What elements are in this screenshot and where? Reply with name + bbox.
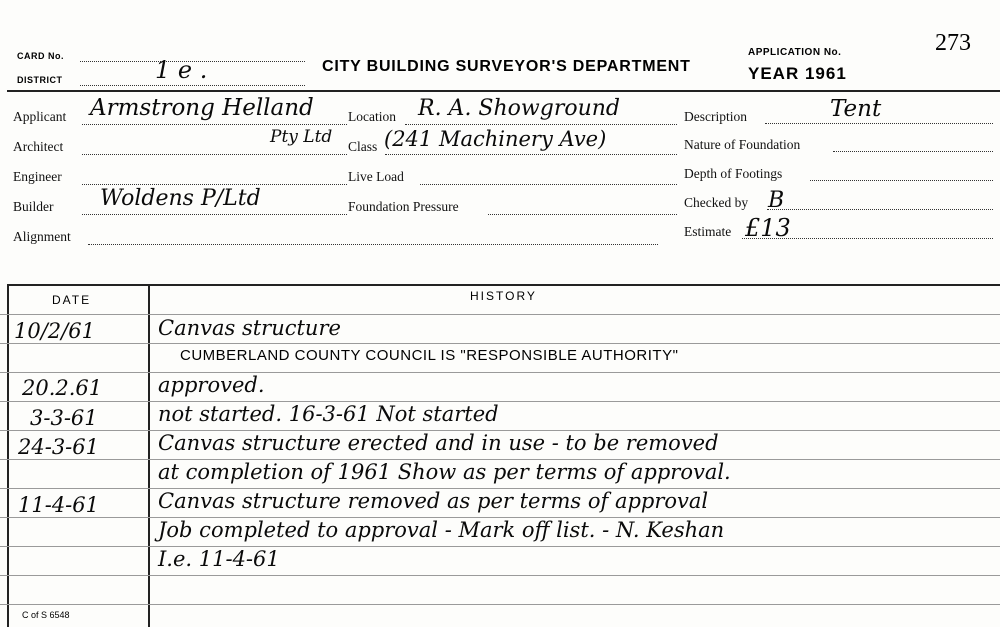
applicant-value: Armstrong Helland — [90, 95, 314, 121]
history-entry: Canvas structure removed as per terms of approval — [158, 489, 709, 513]
builder-line — [82, 214, 347, 215]
district-line — [80, 85, 305, 86]
history-date: 24-3-61 — [18, 435, 99, 459]
depth-line — [810, 180, 993, 181]
description-line — [765, 123, 993, 124]
estimate-label: Estimate — [684, 224, 732, 239]
date-header: DATE — [52, 293, 92, 307]
history-entry: at completion of 1961 Show as per terms of approval. — [158, 460, 731, 484]
history-date: 20.2.61 — [22, 376, 103, 400]
history-date: 3-3-61 — [30, 406, 98, 430]
district-value: 1 e . — [155, 56, 208, 84]
builder-label: Builder — [13, 199, 54, 214]
history-rule — [0, 372, 1000, 373]
history-date: 10/2/61 — [14, 319, 95, 343]
history-entry: I.e. 11-4-61 — [158, 547, 280, 571]
header-rule — [7, 90, 1000, 92]
class-line — [385, 154, 677, 155]
foundation-pressure-line — [488, 214, 677, 215]
card-no-label: CARD No. — [17, 51, 64, 61]
description-label: Description — [684, 109, 747, 124]
history-rule — [0, 401, 1000, 402]
depth-of-footings-label: Depth of Footings — [684, 166, 783, 181]
history-rule — [0, 314, 1000, 315]
history-entry: Job completed to approval - Mark off list. - N. Keshan — [158, 518, 725, 542]
live-load-line — [420, 184, 677, 185]
nature-of-foundation-label: Nature of Foundation — [684, 137, 801, 152]
location-label: Location — [348, 109, 396, 124]
form-code: C of S 6548 — [22, 610, 70, 620]
description-value: Tent — [830, 96, 882, 122]
builder-value: Woldens P/Ltd — [100, 186, 261, 211]
checked-by-label: Checked by — [684, 195, 749, 210]
history-rule — [0, 546, 1000, 547]
estimate-value: £13 — [745, 214, 791, 242]
history-entry: Canvas structure erected and in use - to be removed — [158, 431, 719, 455]
history-top-rule — [7, 284, 1000, 286]
department-title: CITY BUILDING SURVEYOR'S DEPARTMENT — [322, 58, 691, 75]
alignment-label: Alignment — [13, 229, 71, 244]
checked-line — [767, 209, 993, 210]
foundation-pressure-label: Foundation Pressure — [348, 199, 459, 214]
engineer-line — [82, 184, 347, 185]
application-number: 273 — [935, 30, 971, 56]
location-value: R. A. Showground — [418, 96, 621, 121]
history-header: HISTORY — [470, 289, 537, 303]
live-load-label: Live Load — [348, 169, 404, 184]
applicant-value-continued: Pty Ltd — [270, 127, 333, 147]
year-label: YEAR 1961 — [748, 64, 847, 83]
alignment-line — [88, 244, 658, 245]
history-entry: Canvas structure — [158, 316, 341, 340]
history-rule — [0, 575, 1000, 576]
application-no-label: APPLICATION No. — [748, 47, 842, 58]
engineer-label: Engineer — [13, 169, 62, 184]
architect-line — [82, 154, 347, 155]
district-label: DISTRICT — [17, 75, 63, 85]
responsible-authority-stamp: CUMBERLAND COUNTY COUNCIL IS "RESPONSIBLE AUTHORITY" — [180, 347, 679, 364]
location-line — [405, 124, 677, 125]
history-date: 11-4-61 — [18, 493, 99, 517]
architect-label: Architect — [13, 139, 64, 154]
class-label: Class — [348, 139, 378, 154]
checked-by-value: B — [768, 188, 785, 213]
nature-line — [833, 151, 993, 152]
class-value: (241 Machinery Ave) — [384, 127, 607, 151]
history-entry: approved. — [158, 373, 265, 397]
history-rule — [0, 604, 1000, 605]
history-entry: not started. 16-3-61 Not started — [158, 402, 499, 426]
history-rule — [0, 343, 1000, 344]
applicant-label: Applicant — [13, 109, 67, 124]
applicant-line — [82, 124, 347, 125]
